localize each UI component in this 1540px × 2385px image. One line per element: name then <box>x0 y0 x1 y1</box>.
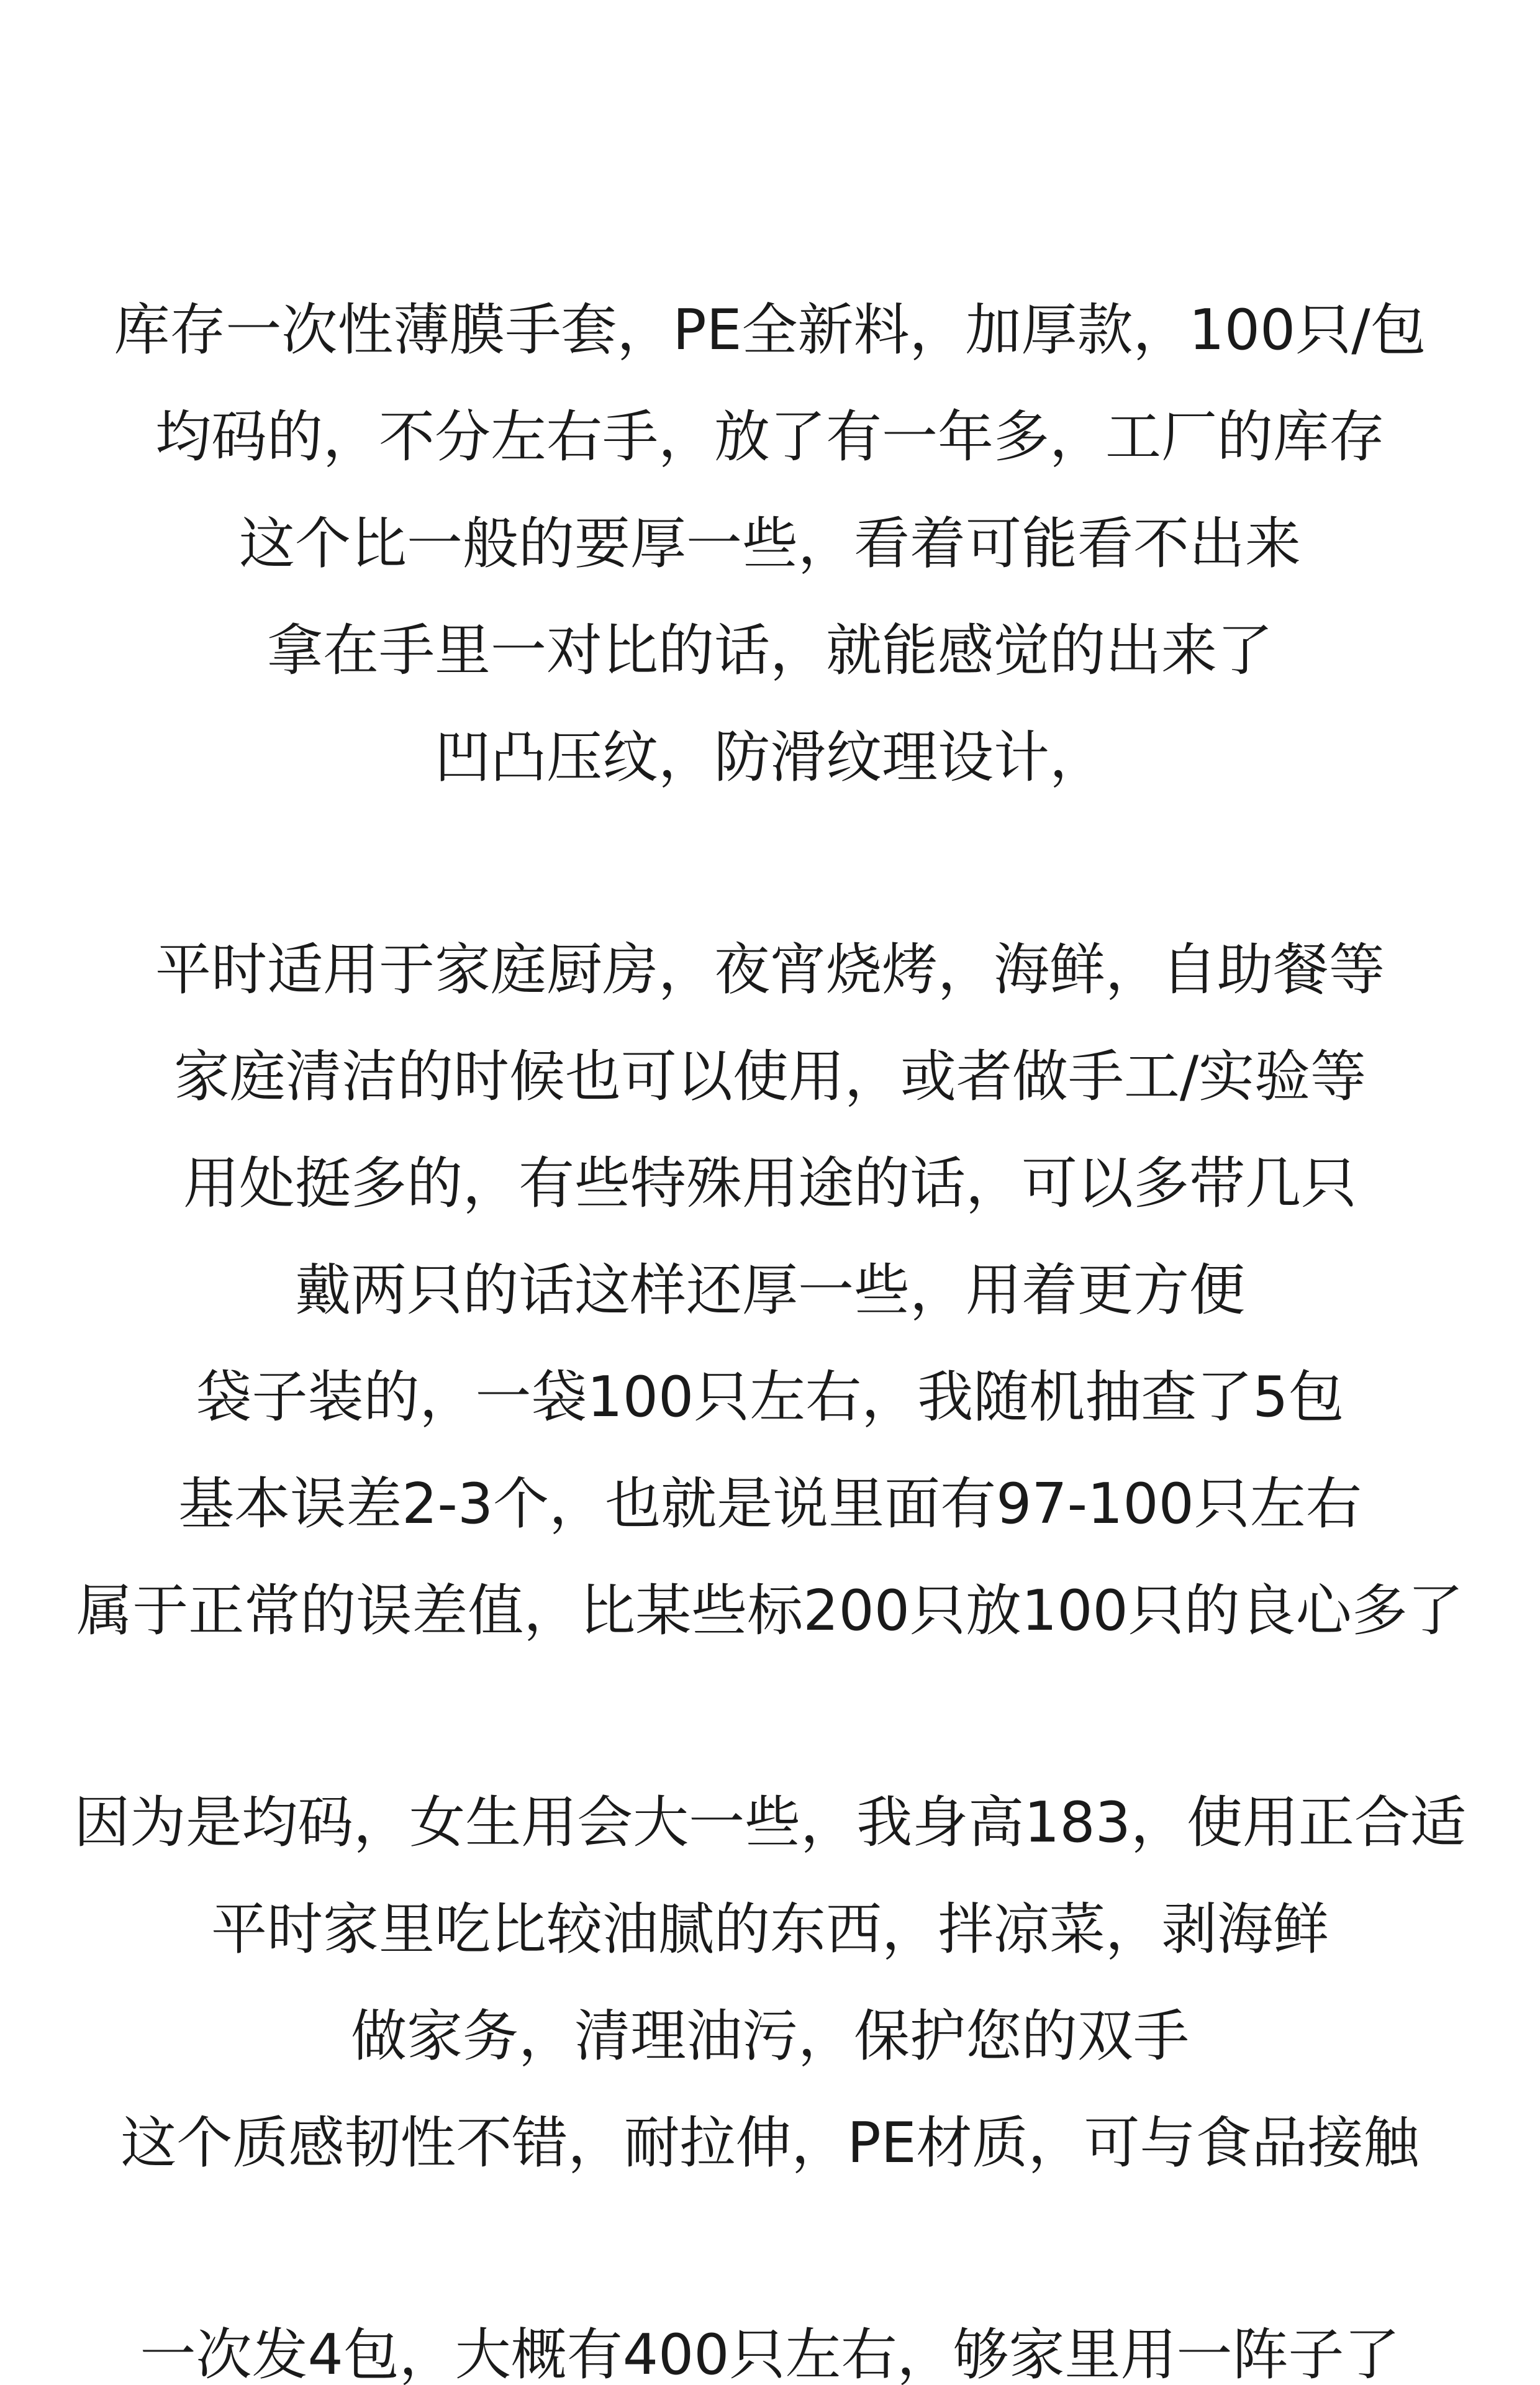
description-line: 戴两只的话这样还厚一些，用着更方便 <box>295 1258 1245 1323</box>
description-line: 平时家里吃比较油腻的东西，拌凉菜，剥海鲜 <box>211 1897 1329 1962</box>
description-line: 袋子装的，一袋100只左右，我随机抽查了5包 <box>196 1365 1344 1430</box>
description-line: 基本误差2-3个，也就是说里面有97-100只左右 <box>178 1471 1362 1537</box>
description-line: 做家务，清理油污，保护您的双手 <box>351 2004 1189 2069</box>
description-line: 库存一次性薄膜手套，PE全新料，加厚款，100只/包 <box>114 298 1426 363</box>
description-line: 因为是均码，女生用会大一些，我身高183，使用正合适 <box>74 1790 1466 1855</box>
description-line: 拿在手里一对比的话，就能感觉的出来了 <box>267 618 1273 683</box>
description-line: 平时适用于家庭厨房，夜宵烧烤，海鲜，自助餐等 <box>155 937 1385 1002</box>
description-line: 这个质感韧性不错，耐拉伸，PE材质，可与食品接触 <box>120 2110 1420 2176</box>
description-line: 用处挺多的，有些特殊用途的话，可以多带几只 <box>183 1151 1357 1216</box>
description-line: 家庭清洁的时候也可以使用，或者做手工/实验等 <box>173 1044 1367 1109</box>
description-line: 均码的，不分左右手，放了有一年多，工厂的库存 <box>155 404 1385 470</box>
description-line: 这个比一般的要厚一些，看着可能看不出来 <box>239 511 1301 576</box>
description-line: 一次发4包，大概有400只左右，够家里用一阵子了 <box>140 2322 1400 2385</box>
description-line: 凹凸压纹，防滑纹理设计， <box>435 725 1105 790</box>
description-line: 属于正常的误差值，比某些标200只放100只的良心多了 <box>76 1578 1464 1643</box>
